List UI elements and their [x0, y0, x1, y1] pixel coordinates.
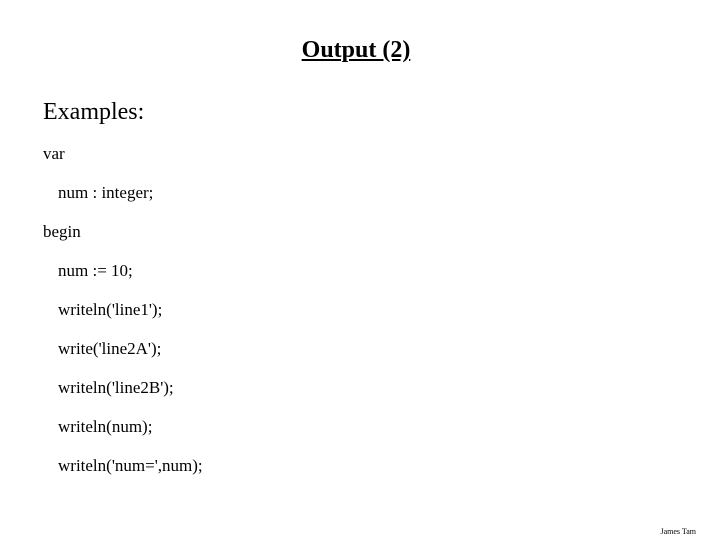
slide-title: Output (2)	[301, 37, 411, 63]
code-line-write-line2a: write('line2A');	[58, 339, 162, 358]
code-line-writeln-line2b: writeln('line2B');	[58, 378, 174, 397]
code-line-writeln-line1: writeln('line1');	[58, 300, 163, 319]
examples-heading: Examples:	[43, 99, 145, 125]
code-line-declaration: num : integer;	[58, 183, 154, 202]
code-line-writeln-num-label: writeln('num=',num);	[58, 456, 203, 475]
author-footer: James Tam	[660, 527, 696, 536]
code-line-begin: begin	[43, 222, 81, 241]
code-line-assignment: num := 10;	[58, 261, 133, 280]
code-line-var: var	[43, 144, 65, 163]
code-line-writeln-num: writeln(num);	[58, 417, 153, 436]
